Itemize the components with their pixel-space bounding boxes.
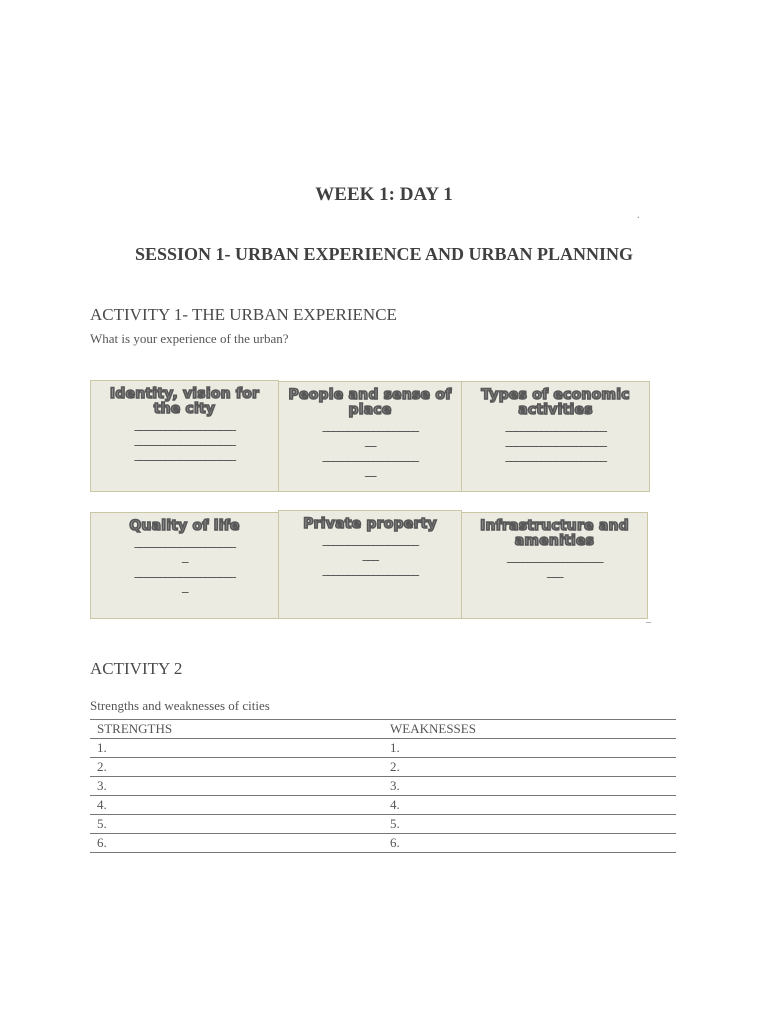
table-header-row xyxy=(90,720,676,739)
card-blank-line: ____________________ xyxy=(134,534,235,549)
table-row xyxy=(90,796,676,815)
card-private-property xyxy=(278,510,462,619)
card-people xyxy=(278,381,462,492)
table-row xyxy=(90,758,676,777)
card-blank-line: ____________________ xyxy=(505,433,606,448)
card-title: Infrastructure and amenities xyxy=(480,518,629,549)
card-blank-line: ____________________ xyxy=(134,564,235,579)
strengths-header: STRENGTHS xyxy=(90,720,383,739)
card-blank-line: _ xyxy=(182,579,187,594)
card-blank-line: ___ xyxy=(547,564,562,579)
card-title: People and sense of place xyxy=(288,387,452,418)
weakness-cell[interactable]: 2. xyxy=(383,758,676,777)
card-blank-line: ____________________ xyxy=(134,432,235,447)
card-infrastructure xyxy=(461,512,648,619)
card-blank-line: ____________________ xyxy=(505,418,606,433)
card-blank-line: ____________________ xyxy=(134,417,235,432)
card-title: Types of economic activities xyxy=(481,387,630,418)
card-blank-line: ___________________ xyxy=(507,549,602,564)
activity2-title: ACTIVITY 2 xyxy=(90,659,183,678)
weakness-cell[interactable]: 6. xyxy=(383,834,676,853)
weaknesses-header: WEAKNESSES xyxy=(383,720,676,739)
dot-mark: . xyxy=(637,210,640,221)
table-row xyxy=(90,777,676,796)
activity2-caption: Strengths and weaknesses of cities xyxy=(90,698,270,713)
weakness-cell[interactable]: 4. xyxy=(383,796,676,815)
card-blank-line: ___________________ xyxy=(322,562,418,577)
strength-cell[interactable]: 5. xyxy=(90,815,383,834)
card-economic xyxy=(461,381,650,492)
card-blank-line: ___________________ xyxy=(322,532,418,547)
strengths-weaknesses-table xyxy=(90,719,676,853)
weakness-cell[interactable]: 3. xyxy=(383,777,676,796)
strength-cell[interactable]: 6. xyxy=(90,834,383,853)
card-blank-line: _ xyxy=(182,549,187,564)
table-row xyxy=(90,815,676,834)
weakness-cell[interactable]: 5. xyxy=(383,815,676,834)
weakness-cell[interactable]: 1. xyxy=(383,739,676,758)
session-title: SESSION 1- URBAN EXPERIENCE AND URBAN PLANNING xyxy=(134,244,634,264)
card-blank-line: ____________________ xyxy=(505,448,606,463)
card-title: Private property xyxy=(303,516,437,532)
card-quality-of-life xyxy=(90,512,279,619)
card-blank-line: ___ xyxy=(362,547,378,562)
card-blank-line: ___________________ xyxy=(322,448,418,463)
table-row xyxy=(90,834,676,853)
strength-cell[interactable]: 2. xyxy=(90,758,383,777)
week-title: WEEK 1: DAY 1 xyxy=(315,184,453,205)
card-blank-line: __ xyxy=(365,433,375,448)
corner-mark: _ xyxy=(646,613,651,624)
activity1-title: ACTIVITY 1- THE URBAN EXPERIENCE xyxy=(90,305,397,324)
strength-cell[interactable]: 3. xyxy=(90,777,383,796)
card-title: Quality of life xyxy=(129,518,240,534)
card-identity xyxy=(90,380,279,492)
card-blank-line: ___________________ xyxy=(322,418,418,433)
activity1-question: What is your experience of the urban? xyxy=(90,331,289,346)
card-blank-line: ____________________ xyxy=(134,447,235,462)
card-blank-line: __ xyxy=(365,463,375,478)
strength-cell[interactable]: 1. xyxy=(90,739,383,758)
table-row xyxy=(90,739,676,758)
card-title: Identity, vision for the city xyxy=(109,386,260,417)
strength-cell[interactable]: 4. xyxy=(90,796,383,815)
